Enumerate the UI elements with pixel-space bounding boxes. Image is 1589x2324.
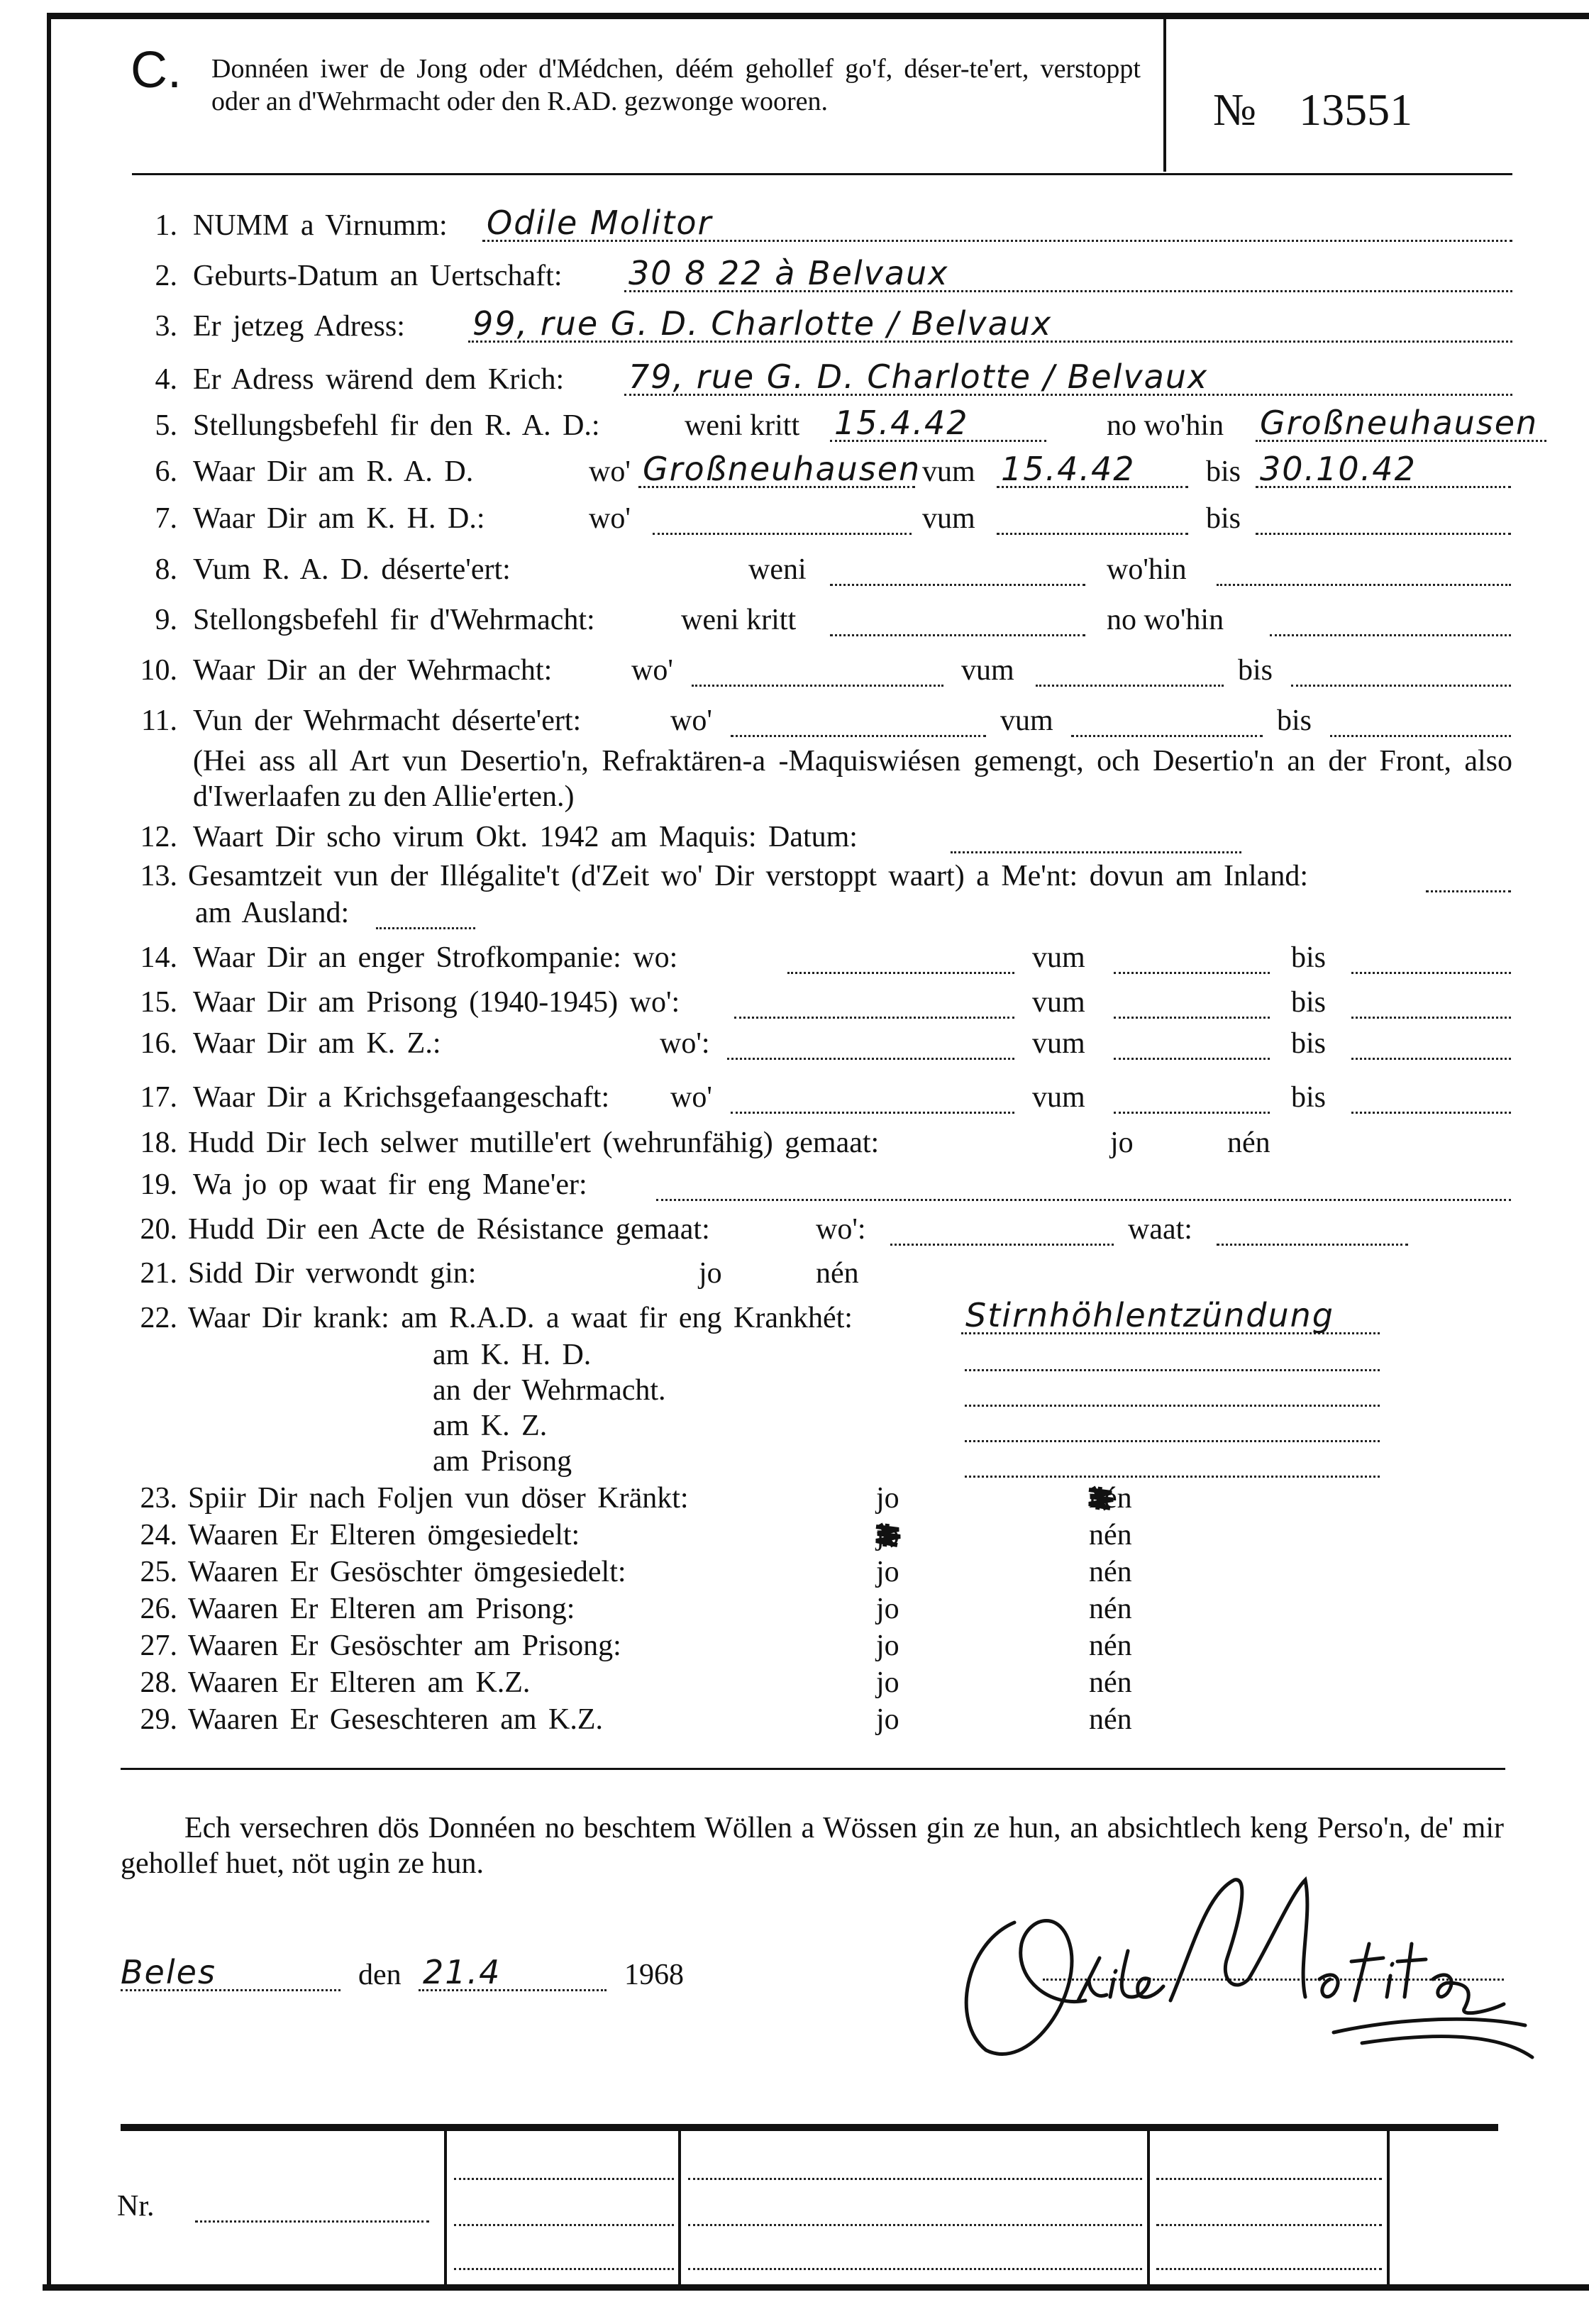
answer-field[interactable] (1256, 404, 1546, 442)
option-yes[interactable]: jo (876, 1556, 899, 1588)
answer-field[interactable] (656, 1175, 1511, 1201)
frame-bottom-border (43, 2284, 1589, 2291)
form-number (1213, 84, 1455, 136)
option-no[interactable]: nén (1089, 1629, 1132, 1662)
question-number: 1. (155, 209, 177, 242)
question-label: Wa jo op waat fir eng Mane'er: (193, 1168, 587, 1201)
handwritten-answer: 15.4.42 (1001, 450, 1136, 488)
answer-field[interactable] (653, 509, 912, 535)
table-cell-field[interactable] (454, 2200, 674, 2226)
field-label: wo' (670, 704, 712, 737)
question-label: Waar Dir an enger Strofkompanie: wo: (193, 941, 678, 974)
question-label: an der Wehrmacht. (433, 1374, 666, 1407)
answer-field[interactable] (830, 610, 1085, 636)
question-row (0, 892, 1589, 934)
question-number: 11. (141, 704, 177, 737)
question-label: Geburts-Datum an Uertschaft: (193, 260, 563, 292)
question-label: Vun der Wehrmacht déserte'ert: (193, 704, 582, 737)
field-label: vum (922, 455, 975, 488)
answer-field[interactable] (965, 1345, 1380, 1371)
option-no[interactable]: nén (1089, 1556, 1132, 1588)
question-row (0, 548, 1589, 591)
answer-field[interactable] (830, 404, 1046, 442)
answer-field[interactable] (961, 1296, 1380, 1334)
question-row (0, 1163, 1589, 1206)
question-number: 8. (155, 553, 177, 586)
question-label: Stellungsbefehl fir den R. A. D.: (193, 409, 600, 442)
question-number: 12. (140, 821, 177, 853)
option-no[interactable]: nén (1089, 1519, 1132, 1551)
question-number: 16. (140, 1027, 177, 1060)
crossed-out-mark (872, 1521, 903, 1549)
field-label: bis (1277, 704, 1312, 737)
question-label: Sidd Dir verwondt gin: (188, 1257, 477, 1290)
section-letter: C. (131, 42, 182, 99)
field-label: vum (1032, 1081, 1085, 1114)
field-label: weni kritt (681, 604, 797, 636)
field-label: vum (961, 654, 1014, 687)
declaration-text: Ech versechren dös Donnéen no beschtem Wöllen a Wössen gin ze hun, an absichtlech keng Perso'n, de' mir gehollef huet, nöt ugin ze hun. (121, 1812, 1504, 1880)
field-label: vum (922, 502, 975, 535)
question-label: Waar Dir an der Wehrmacht: (193, 654, 553, 687)
option-no[interactable]: nén (1089, 1666, 1132, 1699)
question-number: 5. (155, 409, 177, 442)
handwritten-answer: Odile Molitor (487, 204, 713, 242)
field-label: bis (1291, 1027, 1327, 1060)
question-label: Waar Dir krank: am R.A.D. a waat fir eng Krankhét: (188, 1302, 853, 1334)
crossed-out-mark (1085, 1484, 1116, 1512)
answer-field[interactable] (1114, 1034, 1270, 1060)
question-label: Er Adress wärend dem Krich: (193, 363, 565, 396)
option-yes[interactable]: jo (876, 1482, 899, 1515)
answer-field[interactable] (1256, 450, 1511, 488)
question-row (0, 981, 1589, 1024)
question-label: NUMM a Virnumm: (193, 209, 448, 242)
question-label: Stellongsbefehl fir d'Wehrmacht: (193, 604, 595, 636)
answer-field[interactable] (1217, 560, 1511, 586)
question-number: 2. (155, 260, 177, 292)
year-label: 1968 (624, 1959, 684, 1991)
table-cell-field[interactable] (454, 2154, 674, 2180)
question-number: 14. (140, 941, 177, 974)
answer-field[interactable] (1351, 1088, 1511, 1114)
field-label: bis (1291, 986, 1327, 1019)
question-row (0, 204, 1589, 247)
option-yes[interactable]: jo (876, 1666, 899, 1699)
nr-label: Nr. (117, 2190, 155, 2223)
handwritten-answer: Großneuhausen (1260, 404, 1539, 442)
option-yes[interactable]: jo (876, 1703, 899, 1736)
answer-field[interactable] (1270, 610, 1511, 636)
option-no[interactable]: nén (816, 1257, 859, 1290)
question-row (0, 649, 1589, 692)
question-row (0, 1588, 1589, 1630)
field-label: no wo'hin (1107, 409, 1224, 442)
question-row (0, 1076, 1589, 1119)
question-number: 6. (155, 455, 177, 488)
question-label: Waar Dir am R. A. D. (193, 455, 474, 488)
option-yes[interactable]: jo (876, 1519, 899, 1551)
table-cell-field[interactable] (688, 2154, 1142, 2180)
signature (936, 1837, 1546, 2064)
field-label: weni (748, 553, 807, 586)
field-label: bis (1238, 654, 1273, 687)
place-value: Beles (121, 1953, 216, 1991)
place-field[interactable] (121, 1953, 340, 1991)
answer-field[interactable] (1351, 1034, 1511, 1060)
question-label: Waaren Er Gesöschter am Prisong: (188, 1629, 621, 1662)
frame-top-border (47, 13, 1589, 19)
question-number: 4. (155, 363, 177, 396)
question-number: 20. (140, 1213, 177, 1246)
option-no[interactable]: nén (1227, 1127, 1270, 1159)
answer-field[interactable] (965, 1416, 1380, 1442)
question-number: 13. (140, 860, 177, 892)
option-yes[interactable]: jo (699, 1257, 722, 1290)
question-row (0, 1698, 1589, 1741)
field-label: vum (1032, 1027, 1085, 1060)
answer-field[interactable] (638, 450, 921, 488)
answer-field[interactable] (1114, 1088, 1270, 1114)
field-label: waat: (1128, 1213, 1192, 1246)
answer-field[interactable] (1330, 711, 1511, 737)
table-cell-field[interactable] (688, 2200, 1142, 2226)
question-number: 21. (140, 1257, 177, 1290)
field-label: wo' (589, 455, 631, 488)
question-number: 15. (140, 986, 177, 1019)
field-label: bis (1206, 502, 1241, 535)
answer-field[interactable] (376, 903, 475, 929)
handwritten-answer: 79, rue G. D. Charlotte / Belvaux (629, 358, 1209, 396)
field-label: wo' (631, 654, 673, 687)
question-number: 19. (140, 1168, 177, 1201)
table-cell-field[interactable] (454, 2244, 674, 2270)
field-label: vum (1032, 986, 1085, 1019)
question-number: 3. (155, 310, 177, 343)
field-label: wo'hin (1107, 553, 1187, 586)
question-row (0, 936, 1589, 979)
field-label: wo': (816, 1213, 866, 1246)
table-cell-field[interactable] (1156, 2200, 1382, 2226)
question-row (0, 358, 1589, 401)
answer-field[interactable] (1351, 948, 1511, 974)
question-label: Waaren Er Elteren am Prisong: (188, 1593, 575, 1625)
field-label: wo': (660, 1027, 710, 1060)
question-number: 26. (140, 1593, 177, 1625)
question-number: 7. (155, 502, 177, 535)
option-yes[interactable]: jo (876, 1629, 899, 1662)
answer-field[interactable] (727, 1034, 1014, 1060)
question-number: 24. (140, 1519, 177, 1551)
field-label: weni kritt (685, 409, 800, 442)
question-label: am K. Z. (433, 1410, 548, 1442)
question-number: 29. (140, 1703, 177, 1736)
answer-field[interactable] (890, 1219, 1114, 1246)
question-label: Hudd Dir een Acte de Résistance gemaat: (188, 1213, 710, 1246)
answer-field[interactable] (1114, 992, 1270, 1019)
question-label: Waaren Er Gesöschter ömgesiedelt: (188, 1556, 626, 1588)
answer-field[interactable] (692, 660, 943, 687)
field-label: wo' (670, 1081, 712, 1114)
question-row (0, 1551, 1589, 1593)
field-label: wo' (589, 502, 631, 535)
question-row (0, 404, 1589, 447)
answer-field[interactable] (734, 992, 1014, 1019)
question-number: 27. (140, 1629, 177, 1662)
question-label: am K. H. D. (433, 1339, 592, 1371)
question-number: 17. (140, 1081, 177, 1114)
question-number: 18. (140, 1127, 177, 1159)
answer-field[interactable] (1426, 866, 1511, 892)
question-row (0, 450, 1589, 493)
question-label: Waar Dir am K. Z.: (193, 1027, 441, 1060)
answer-field[interactable] (951, 827, 1241, 853)
field-label: vum (1000, 704, 1053, 737)
question-row (0, 1208, 1589, 1251)
answer-field[interactable] (731, 711, 986, 737)
question-row (0, 255, 1589, 297)
question-label: Hudd Dir Iech selwer mutille'ert (wehrunfähig) gemaat: (188, 1127, 880, 1159)
answer-field[interactable] (1256, 509, 1511, 535)
question-row (0, 1477, 1589, 1520)
handwritten-answer: 30.10.42 (1260, 450, 1417, 488)
option-no[interactable]: nén (1089, 1593, 1132, 1625)
question-label: Gesamtzeit vun der Illégalite't (d'Zeit wo' Dir verstoppt waart) a Me'nt: dovun am Inland: (188, 860, 1308, 892)
field-label: vum (1032, 941, 1085, 974)
option-yes[interactable]: jo (1110, 1127, 1134, 1159)
question-row (0, 699, 1589, 742)
answer-field[interactable] (624, 358, 1512, 396)
table-cell-field[interactable] (1156, 2154, 1382, 2180)
field-label: bis (1291, 1081, 1327, 1114)
den-label: den (358, 1959, 402, 1991)
header-rule (132, 173, 1512, 175)
question-label: Er jetzeg Adress: (193, 310, 405, 343)
question-row (0, 1022, 1589, 1065)
nr-field[interactable] (195, 2196, 429, 2223)
question-row (0, 1514, 1589, 1556)
question-number: 23. (140, 1482, 177, 1515)
date-value: 21.4 (423, 1953, 502, 1991)
question-row (0, 1661, 1589, 1704)
section-separator (121, 1768, 1505, 1770)
question-row (0, 497, 1589, 540)
question-row (0, 816, 1589, 858)
question-label: am Ausland: (195, 897, 350, 929)
answer-field[interactable] (1217, 1219, 1408, 1246)
number-label: № (1213, 84, 1257, 135)
answer-field[interactable] (624, 254, 1512, 292)
table-top-rule (121, 2124, 1498, 2131)
table-cell-field[interactable] (688, 2244, 1142, 2270)
handwritten-answer: 15.4.42 (834, 404, 969, 442)
field-label: bis (1291, 941, 1327, 974)
field-label: bis (1206, 455, 1241, 488)
question-row (0, 855, 1589, 897)
answer-field[interactable] (965, 1451, 1380, 1478)
option-no[interactable]: nén (1089, 1703, 1132, 1736)
table-cell-field[interactable] (1156, 2244, 1382, 2270)
handwritten-answer: Stirnhöhlentzündung (965, 1296, 1334, 1334)
field-label: no wo'hin (1107, 604, 1224, 636)
question-label: Spiir Dir nach Foljen vun döser Kränkt: (188, 1482, 689, 1515)
answer-field[interactable] (787, 948, 1014, 974)
question-label: Waart Dir scho virum Okt. 1942 am Maquis: Datum: (193, 821, 858, 853)
answer-field[interactable] (482, 204, 1512, 242)
question-label: Waaren Er Elteren am K.Z. (188, 1666, 531, 1699)
answer-field[interactable] (1291, 660, 1511, 687)
answer-field[interactable] (1351, 992, 1511, 1019)
question-note: (Hei ass all Art vun Desertio'n, Refraktären-a -Maquiswiésen gemengt, och Desertio'n an der Front, also d'Iwerlaafen zu den Allie'erten.) (193, 745, 1512, 813)
answer-field[interactable] (731, 1088, 1014, 1114)
handwritten-answer: 99, rue G. D. Charlotte / Belvaux (472, 304, 1053, 343)
question-number: 22. (140, 1302, 177, 1334)
form-title: Donnéen iwer de Jong oder d'Médchen, déém gehollef go'f, déser-te'ert, verstoppt oder an d'Wehrmacht oder den R.AD. gezwonge wooren. (211, 54, 1141, 116)
question-row (0, 1297, 1589, 1339)
question-label: Waar Dir am K. H. D.: (193, 502, 485, 535)
question-label: am Prisong (433, 1445, 572, 1478)
question-row (0, 1252, 1589, 1295)
answer-field[interactable] (997, 450, 1188, 488)
answer-field[interactable] (830, 560, 1085, 586)
header-divider (1163, 16, 1166, 172)
question-number: 10. (140, 654, 177, 687)
question-label: Waar Dir a Krichsgefaangeschaft: (193, 1081, 610, 1114)
question-row (0, 1440, 1589, 1483)
question-number: 9. (155, 604, 177, 636)
answer-field[interactable] (468, 304, 1512, 343)
question-number: 28. (140, 1666, 177, 1699)
question-label: Vum R. A. D. déserte'ert: (193, 553, 511, 586)
option-no[interactable]: nén (1089, 1482, 1132, 1515)
answer-field[interactable] (1036, 660, 1224, 687)
question-row (0, 1625, 1589, 1667)
question-row (0, 305, 1589, 348)
question-number: 25. (140, 1556, 177, 1588)
question-row (0, 599, 1589, 641)
question-row (0, 1122, 1589, 1164)
answer-field[interactable] (997, 509, 1188, 535)
answer-field[interactable] (1071, 711, 1263, 737)
number-value: 13551 (1299, 84, 1413, 135)
question-label: Waaren Er Geseschteren am K.Z. (188, 1703, 604, 1736)
question-label: Waaren Er Elteren ömgesiedelt: (188, 1519, 580, 1551)
answer-field[interactable] (965, 1380, 1380, 1407)
option-yes[interactable]: jo (876, 1593, 899, 1625)
handwritten-answer: 30 8 22 à Belvaux (629, 254, 949, 292)
date-field[interactable] (419, 1953, 607, 1991)
question-label: Waar Dir am Prisong (1940-1945) wo': (193, 986, 680, 1019)
answer-field[interactable] (1114, 948, 1270, 974)
handwritten-answer: Großneuhausen (643, 450, 921, 488)
